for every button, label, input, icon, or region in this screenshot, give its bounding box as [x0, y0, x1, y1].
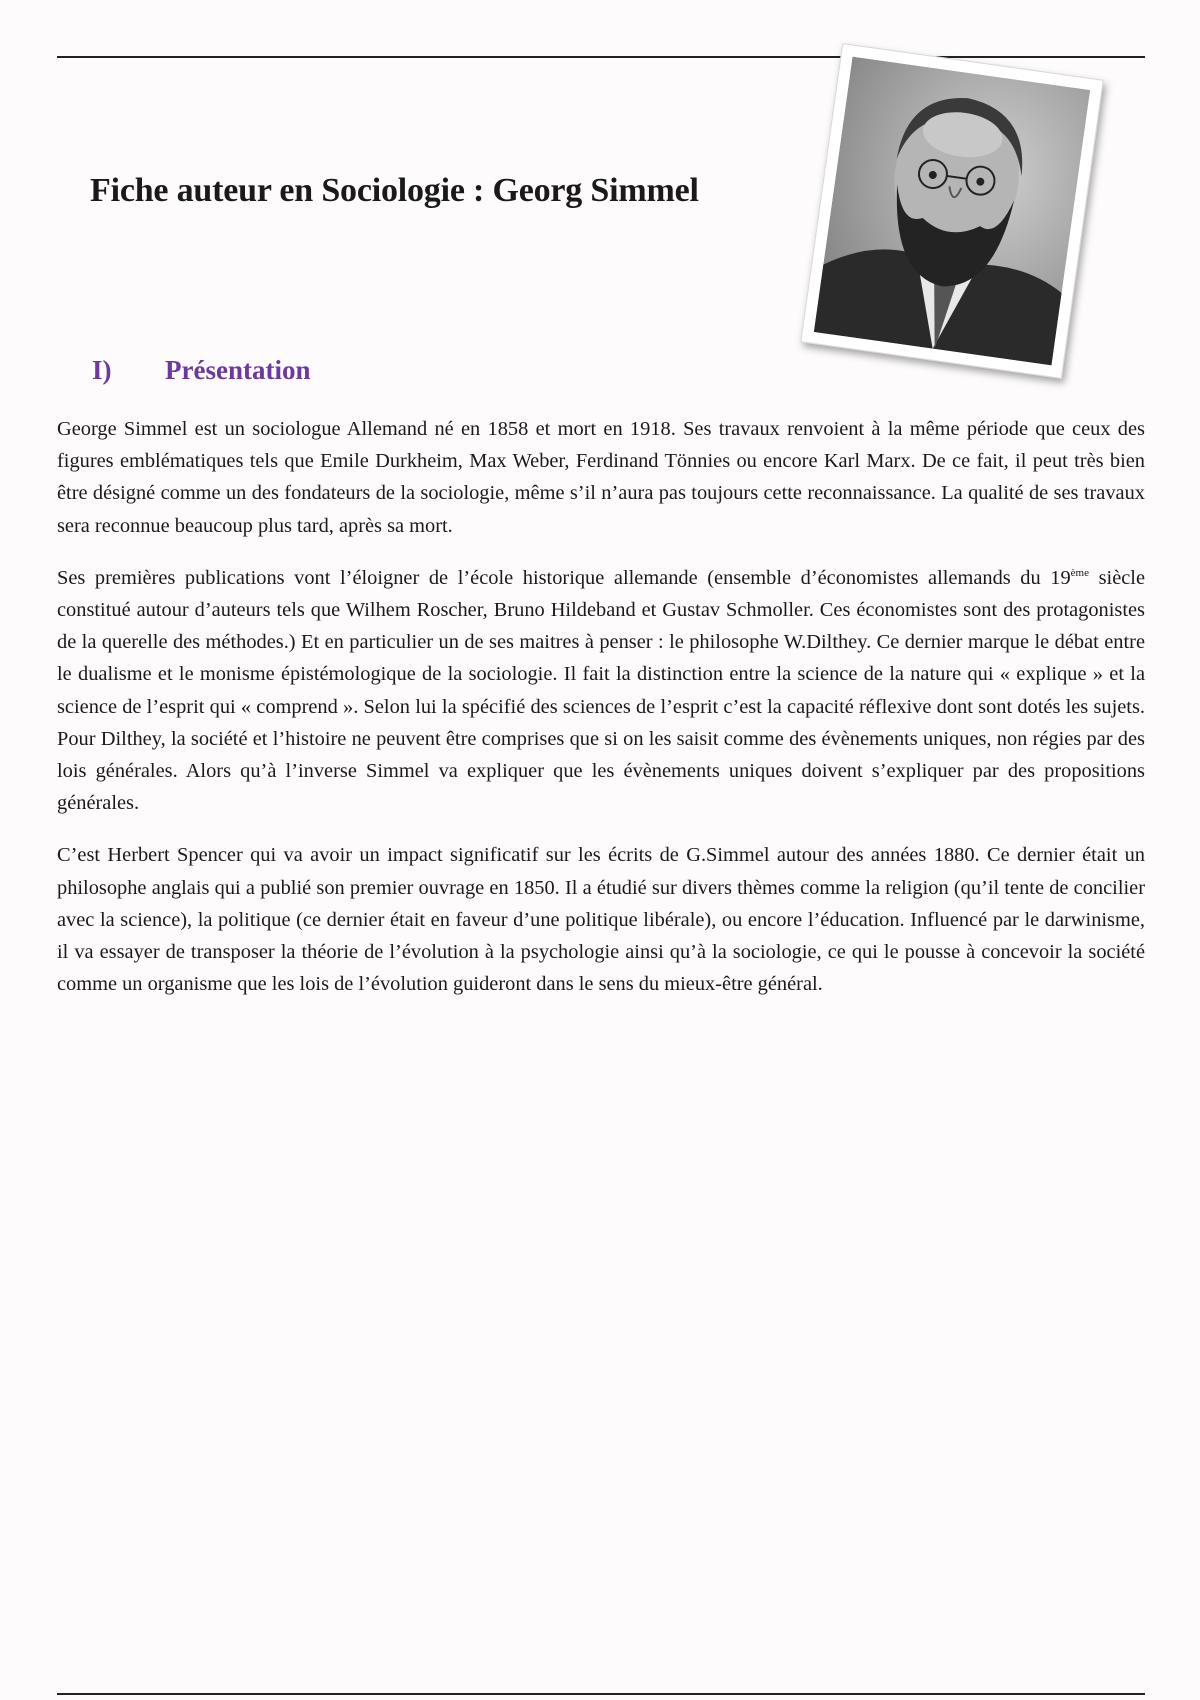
- superscript-eme: ème: [1070, 567, 1089, 580]
- section-title: Présentation: [165, 355, 311, 385]
- bottom-rule: [57, 1693, 1145, 1695]
- body-text: [57, 413, 1145, 1020]
- section-number: I): [92, 355, 112, 385]
- portrait-photo: [814, 57, 1090, 366]
- paragraph-2: [57, 562, 1145, 820]
- paragraph-1: George Simmel est un sociologue Allemand né en 1858 et mort en 1918. Ses travaux renvoient à la même période que ceux des figures emblématiques tels que Emile Durkheim, Max Weber, Ferdinand Tönnies ou encore Karl Marx. De ce fait, il peut très bien être désigné comme un des fondateurs de la sociologie, même s’il n’aura pas toujours cette reconnaissance. La qualité de ses travaux sera reconnue beaucoup plus tard, après sa mort.: [57, 418, 1145, 537]
- paragraph-3: C’est Herbert Spencer qui va avoir un impact significatif sur les écrits de G.Simmel autour des années 1880. Ce dernier était un philosophe anglais qui a publié son premier ouvrage en 1850. Il a étudié sur divers thèmes comme la religion (qu’il tente de concilier avec la science), la politique (ce dernier était en faveur d’une politique libérale), ou encore l’éducation. Influencé par le darwinisme, il va essayer de transposer la théorie de l’évolution à la psychologie ainsi qu’à la sociologie, ce qui le pousse à concevoir la société comme un organisme que les lois de l’évolution guideront dans le sens du mieux-être général.: [57, 844, 1145, 996]
- top-rule: [57, 56, 1145, 58]
- portrait-photo-frame: [800, 43, 1103, 379]
- page-title: Fiche auteur en Sociologie : Georg Simmel: [90, 172, 699, 209]
- section-heading: [92, 355, 310, 386]
- paragraph-2-part-1: Ses premières publications vont l’éloigner de l’école historique allemande (ensemble d’économistes allemands du 19: [57, 566, 1071, 589]
- paragraph-2-part-2: siècle constitué autour d’auteurs tels que Wilhem Roscher, Bruno Hildeband et Gustav Schmoller. Ces économistes sont des protagonistes de la querelle des méthodes.) Et en particulier un de ses maitres à penser : le philosophe W.Dilthey. Ce dernier marque le débat entre le dualisme et le monisme épistémologique de la sociologie. Il fait la distinction entre la science de la nature qui « explique » et la science de l’esprit qui « comprend ». Selon lui la spécifié des sciences de l’esprit c’est la capacité réflexive dont sont dotés les sujets. Pour Dilthey, la société et l’histoire ne peuvent être comprises que si on les saisit comme des évènements uniques, non régies par des lois générales. Alors qu’à l’inverse Simmel va expliquer que les évènements uniques doivent s’expliquer par des propositions générales.: [57, 566, 1146, 815]
